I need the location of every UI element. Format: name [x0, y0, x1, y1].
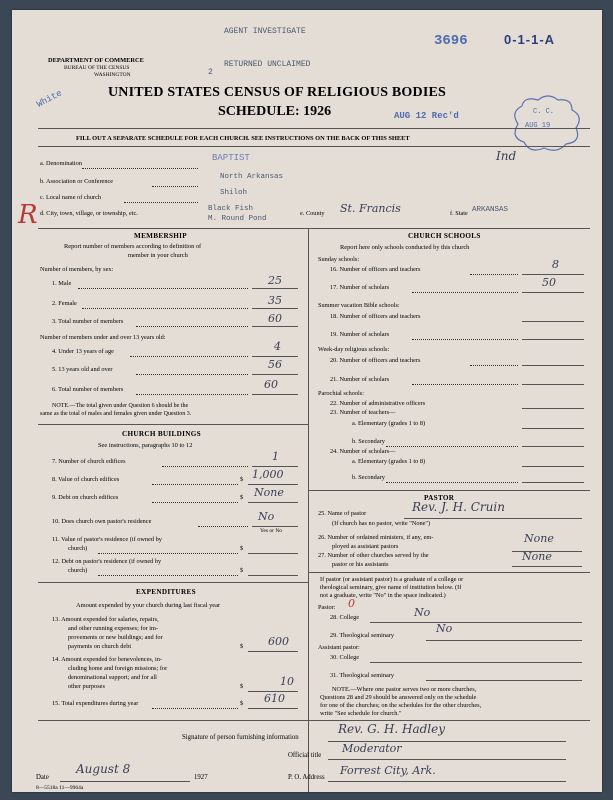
pastor-note-1: NOTE.—Where one pastor serves two or more churches, [332, 686, 477, 693]
buildings-q12-dollar: $ [240, 567, 244, 574]
pastor-q28: 28. College [330, 614, 360, 621]
received-date-stamp: AUG 12 Rec'd [394, 111, 459, 121]
expenditures-q13-d: payments on church debt [68, 643, 132, 650]
stamp-returned-unclaimed: RETURNED UNCLAIMED [224, 60, 311, 69]
label-denomination: a. Denomination [40, 160, 82, 167]
pastor-sub-assistant: Assistant pastor: [318, 644, 360, 651]
pastor-note-3: for one of the churches; on the schedules for the other churches, [320, 702, 482, 709]
form-code: 0-1-1-A [504, 32, 556, 47]
schools-instr: Report here only schools conducted by this church [340, 244, 470, 251]
pastor-heading: PASTOR [424, 494, 455, 502]
expenditures-a13: 600 [268, 635, 289, 648]
stamp-agent-investigate: AGENT INVESTIGATE [224, 27, 306, 36]
buildings-yes-no: Yes or No [260, 528, 283, 534]
buildings-q11-b: church) [68, 545, 88, 552]
pastor-q31: 31. Theological seminary [330, 672, 395, 679]
membership-a4: 4 [274, 340, 281, 353]
stamp-white: White [35, 88, 64, 110]
bureau-label: BUREAU OF THE CENSUS [64, 65, 130, 71]
membership-a1: 25 [268, 274, 282, 287]
schools-q16: 16. Number of officers and teachers [330, 266, 421, 273]
schools-weekday: Week-day religious schools: [318, 346, 390, 353]
membership-q5: 5. 13 years old and over [52, 366, 113, 373]
expenditures-q14-b: cluding home and foreign missions; for [68, 665, 168, 672]
label-local-name: c. Local name of church [40, 194, 102, 201]
value-state: ARKANSAS [472, 206, 509, 214]
form-title: UNITED STATES CENSUS OF RELIGIOUS BODIES [108, 85, 447, 100]
pastor-sub-pastor: Pastor: [318, 604, 336, 611]
pastor-q29: 29. Theological seminary [330, 632, 395, 639]
expenditures-q14-a: 14. Amount expended for benevolences, in- [52, 656, 162, 663]
expenditures-q14-dollar: $ [240, 683, 244, 690]
buildings-q8-dollar: $ [240, 476, 244, 483]
pastor-q26-b: ployed as assistant pastors [332, 543, 399, 550]
buildings-heading: CHURCH BUILDINGS [122, 430, 201, 438]
value-local-name: Shiloh [220, 189, 248, 197]
membership-q3: 3. Total number of members [52, 318, 124, 325]
expenditures-q13-b: and other running expenses; for im- [68, 625, 159, 632]
census-form-page [12, 10, 602, 792]
expenditures-q15-dollar: $ [240, 700, 244, 707]
expenditures-q15: 15. Total expenditures during year [52, 700, 139, 707]
value-city-2: M. Round Pond [208, 215, 267, 223]
membership-a5: 56 [268, 358, 282, 371]
date-label: Date [36, 774, 49, 781]
membership-instr-1: Report number of members according to definition of [64, 243, 202, 250]
expenditures-q14-c: denominational support; and for all [68, 674, 157, 681]
official-title-value: Moderator [342, 742, 402, 755]
membership-heading: MEMBERSHIP [134, 232, 187, 240]
buildings-q11: 11. Value of pastor's residence (if owned by [52, 536, 162, 543]
schools-q24-a: a. Elementary (grades 1 to 8) [352, 458, 426, 465]
buildings-a10: No [258, 510, 275, 523]
membership-note-1: NOTE.—The total given under Question 6 should be the [52, 403, 189, 409]
buildings-q12: 12. Debt on pastor's residence (if owned by [52, 558, 162, 565]
schools-q22: 22. Number of administrative officers [330, 400, 426, 407]
print-code: 8—5518a 11—9964a [36, 785, 84, 791]
pastor-red-mark: 0 [348, 597, 355, 610]
schools-q19: 19. Number of scholars [330, 331, 390, 338]
year-value: 1927 [194, 774, 208, 781]
value-denomination-note: Ind [496, 149, 517, 163]
membership-subhead-sex: Number of members, by sex: [40, 266, 114, 273]
expenditures-q13-dollar: $ [240, 643, 244, 650]
po-address-label: P. O. Address [288, 774, 325, 781]
pastor-q25-note: (If church has no pastor, write "None") [332, 520, 431, 527]
pastor-q27: 27. Number of other churches served by the [318, 552, 429, 559]
buildings-a7: 1 [272, 450, 279, 463]
schools-heading: CHURCH SCHOOLS [408, 232, 481, 240]
buildings-a8: 1,000 [252, 468, 284, 481]
expenditures-q13-c: provements or new buildings; and for [68, 634, 163, 641]
buildings-q10: 10. Does church own pastor's residence [52, 518, 152, 525]
buildings-q11-dollar: $ [240, 545, 244, 552]
membership-a6: 60 [264, 378, 278, 391]
instructions-line: FILL OUT A SEPARATE SCHEDULE FOR EACH CHURCH. SEE INSTRUCTIONS ON THE BACK OF THIS SHEET [76, 135, 410, 142]
schedule-title: SCHEDULE: 1926 [218, 104, 332, 119]
schools-q23: 23. Number of teachers— [330, 409, 396, 416]
membership-q1: 1. Male [52, 280, 72, 287]
schools-q24-b: b. Secondary [352, 474, 385, 481]
pastor-a27: None [522, 550, 552, 563]
expenditures-q13-a: 13. Amount expended for salaries, repairs, [52, 616, 159, 623]
schools-parochial: Parochial schools: [318, 390, 364, 397]
pastor-instr-3: not a graduate, write "No" in the space indicated.) [320, 592, 446, 599]
cc-stamp-text: C. C. [533, 108, 555, 116]
buildings-q9: 9. Debt on church edifices [52, 494, 119, 501]
expenditures-q14-d: other purposes [68, 683, 105, 690]
stamp-number-3606: 3696 [434, 33, 468, 49]
pastor-note-2: Questions 28 and 29 should be answered only on the schedule [320, 694, 477, 701]
value-city: Black Fish [208, 205, 254, 213]
label-state: f. State [450, 210, 468, 217]
membership-a3: 60 [268, 312, 282, 325]
red-r-mark: R [18, 200, 38, 230]
schools-a16: 8 [552, 258, 559, 271]
schools-q23-a: a. Elementary (grades 1 to 8) [352, 420, 426, 427]
schools-q23-b: b. Secondary [352, 438, 385, 445]
pastor-instr-1: If pastor (or assistant pastor) is a graduate of a college or [320, 576, 464, 583]
membership-instr-2: member in your church [128, 252, 188, 259]
schools-sunday: Sunday schools: [318, 256, 360, 263]
signature-label: Signature of person furnishing information [182, 734, 299, 741]
value-county: St. Francis [340, 202, 401, 215]
expenditures-a15: 610 [264, 692, 285, 705]
signature-value: Rev. G. H. Hadley [338, 722, 446, 736]
label-county: e. County [300, 210, 325, 217]
schools-q20: 20. Number of officers and teachers [330, 357, 421, 364]
buildings-q8: 8. Value of church edifices [52, 476, 120, 483]
pastor-q25: 25. Name of pastor [318, 510, 367, 517]
stamp-number-2: 2 [208, 68, 213, 77]
expenditures-heading: EXPENDITURES [136, 588, 196, 596]
pastor-q27-b: pastor or his assistants [332, 561, 389, 568]
pastor-a29: No [436, 622, 453, 635]
official-title-label: Official title [288, 752, 322, 759]
pastor-a25: Rev. J. H. Cruin [412, 500, 505, 514]
schools-q18: 18. Number of officers and teachers [330, 313, 421, 320]
schools-q17: 17. Number of scholars [330, 284, 390, 291]
pastor-instr-2: theological seminary, give name of institution below. (If [320, 584, 462, 591]
membership-subhead-age: Number of members under and over 13 years old: [40, 334, 166, 341]
date-value: August 8 [76, 762, 131, 776]
label-association: b. Association or Conference [40, 178, 114, 185]
membership-q4: 4. Under 13 years of age [52, 348, 114, 355]
schools-a17: 50 [542, 276, 556, 289]
schools-q24: 24. Number of scholars— [330, 448, 396, 455]
membership-note-2: same as the total of males and females given under Question 3. [40, 411, 192, 417]
buildings-q12-b: church) [68, 567, 88, 574]
pastor-q30: 30. College [330, 654, 360, 661]
pastor-note-4: write "See schedule for church." [320, 710, 402, 717]
schools-q21: 21. Number of scholars [330, 376, 390, 383]
membership-a2: 35 [268, 294, 282, 307]
membership-q2: 2. Female [52, 300, 77, 307]
cc-stamp-date: AUG 19 [525, 122, 551, 130]
label-city: d. City, town, village, or township, etc. [40, 210, 138, 217]
buildings-a9: None [254, 486, 284, 499]
value-association: North Arkansas [220, 173, 284, 181]
membership-q6: 6. Total number of members [52, 386, 124, 393]
buildings-q9-dollar: $ [240, 494, 244, 501]
pastor-a26: None [524, 532, 554, 545]
department-label: DEPARTMENT OF COMMERCE [48, 57, 144, 64]
schools-summer: Summer vacation Bible schools: [318, 302, 400, 309]
pastor-a28: No [414, 606, 431, 619]
expenditures-a14: 10 [280, 675, 294, 688]
buildings-q7: 7. Number of church edifices [52, 458, 126, 465]
pastor-q26: 26. Number of ordained ministers, if any, em- [318, 534, 434, 541]
washington-label: WASHINGTON [94, 72, 131, 78]
po-address-value: Forrest City, Ark. [340, 764, 436, 777]
buildings-instr: See instructions, paragraphs 10 to 12 [98, 442, 193, 449]
value-denomination: BAPTIST [212, 153, 250, 163]
expenditures-instr: Amount expended by your church during last fiscal year [76, 602, 221, 609]
